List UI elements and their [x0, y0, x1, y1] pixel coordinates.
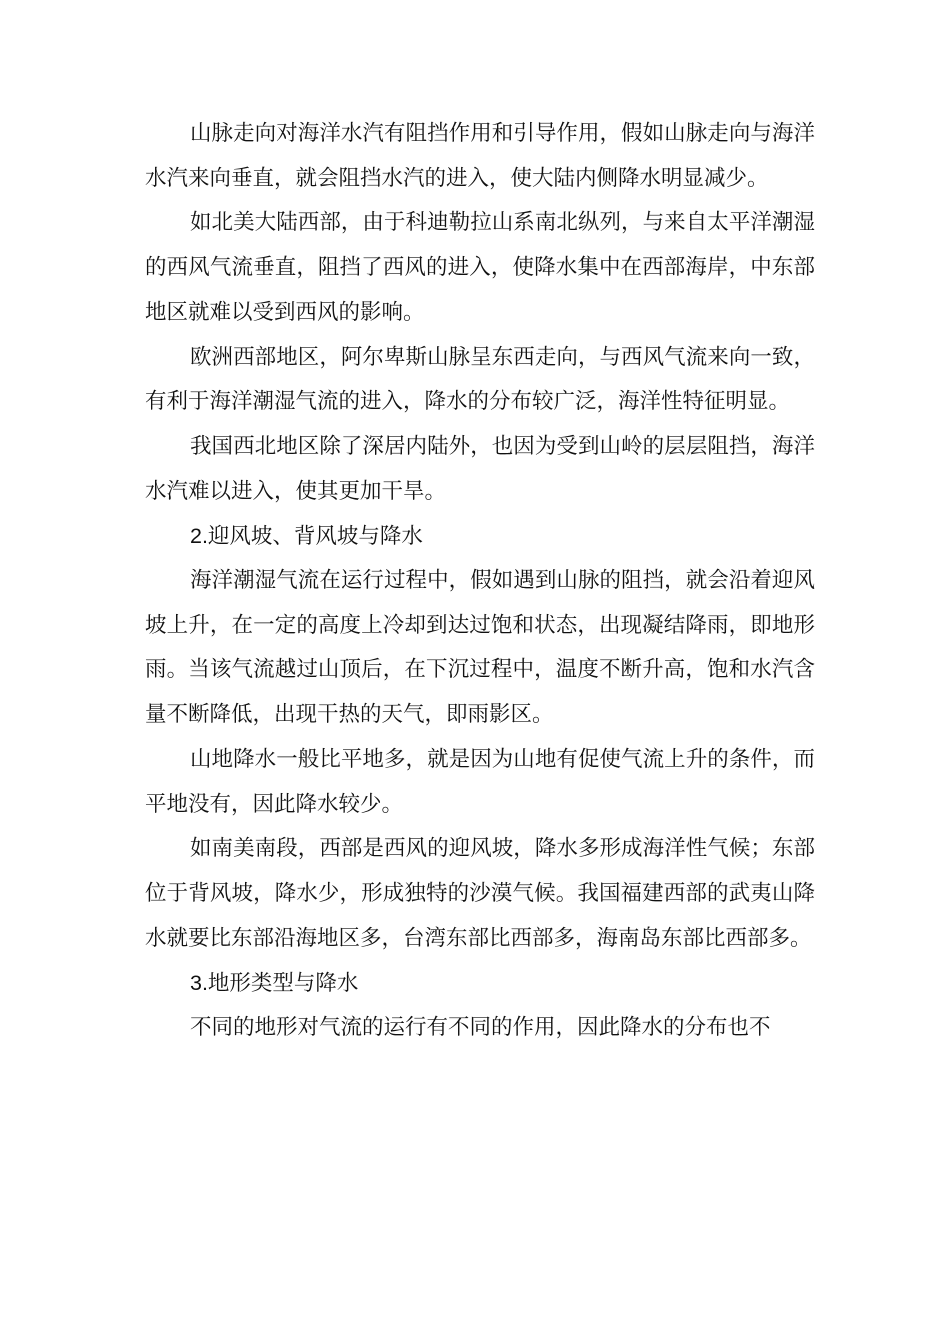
document-body — [145, 112, 815, 1051]
paragraph: 我国西北地区除了深居内陆外，也因为受到山岭的层层阻挡，海洋水汽难以进入，使其更加干旱。 — [145, 433, 815, 504]
paragraph: 山地降水一般比平地多，就是因为山地有促使气流上升的条件，而平地没有，因此降水较少。 — [145, 746, 815, 817]
paragraph: 海洋潮湿气流在运行过程中，假如遇到山脉的阻挡，就会沿着迎风坡上升，在一定的高度上冷却到达过饱和状态，出现凝结降雨，即地形雨。当该气流越过山顶后，在下沉过程中，温度不断升高，饱和水汽含量不断降低，出现干热的天气，即雨影区。 — [145, 568, 815, 728]
section-heading: 2.迎风坡、背风坡与降水 — [190, 524, 423, 549]
paragraph: 欧洲西部地区，阿尔卑斯山脉呈东西走向，与西风气流来向一致，有利于海洋潮湿气流的进入，降水的分布较广泛，海洋性特征明显。 — [145, 344, 815, 415]
paragraph: 如南美南段，西部是西风的迎风坡，降水多形成海洋性气候；东部位于背风坡，降水少，形成独特的沙漠气候。我国福建西部的武夷山降水就要比东部沿海地区多，台湾东部比西部多，海南岛东部比西部多。 — [145, 836, 815, 951]
paragraph: 不同的地形对气流的运行有不同的作用，因此降水的分布也不 — [190, 1015, 771, 1041]
paragraph: 山脉走向对海洋水汽有阻挡作用和引导作用，假如山脉走向与海洋水汽来向垂直，就会阻挡水汽的进入，使大陆内侧降水明显减少。 — [145, 121, 815, 191]
section-heading: 3.地形类型与降水 — [190, 971, 359, 996]
paragraph: 如北美大陆西部，由于科迪勒拉山系南北纵列，与来自太平洋潮湿的西风气流垂直，阻挡了西风的进入，使降水集中在西部海岸，中东部地区就难以受到西风的影响。 — [145, 210, 815, 325]
